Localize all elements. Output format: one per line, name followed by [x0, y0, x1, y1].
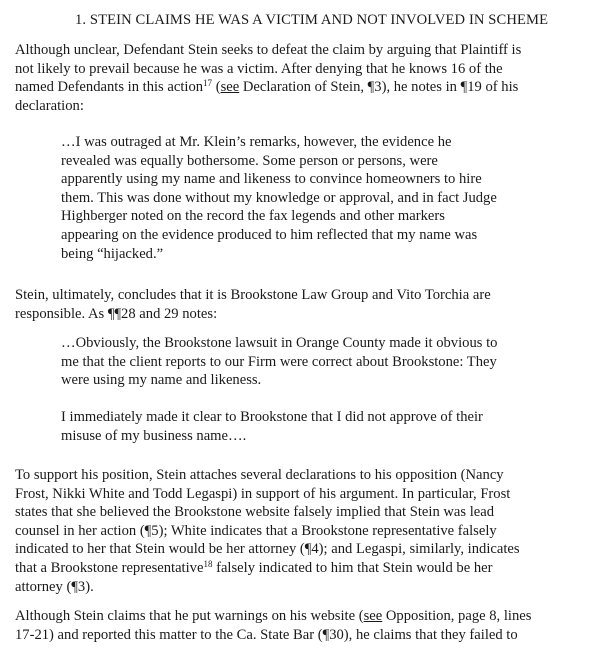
text-line: Frost, Nikki White and Todd Legaspi) in support of his argument. In particular, Frost	[15, 485, 511, 502]
paragraph-conclusion	[15, 286, 587, 323]
quote-line: misuse of my business name….	[61, 427, 247, 444]
see-citation: see	[363, 608, 383, 624]
text-line: declaration:	[15, 97, 84, 114]
text-line	[15, 607, 587, 626]
section-heading: 1. STEIN CLAIMS HE WAS A VICTIM AND NOT INVOLVED IN SCHEME	[75, 12, 549, 28]
text-line: To support his position, Stein attaches several declarations to his opposition (Nancy	[15, 467, 504, 483]
text-line: Stein, ultimately, concludes that it is Brookstone Law Group and Vito Torchia are	[15, 287, 491, 303]
paragraph-intro	[15, 41, 587, 115]
text-span: falsely indicated to him that Stein would be her	[212, 559, 493, 576]
see-citation: see	[220, 79, 240, 96]
text-line: attorney (¶3).	[15, 578, 94, 595]
footnote-ref-18: 18	[203, 558, 213, 569]
text-span: Opposition, page 8, lines	[382, 608, 532, 624]
quote-line: them. This was done without my knowledge or approval, and in fact Judge	[61, 189, 497, 206]
quote-line: Highberger noted on the record the fax legends and other markers	[61, 208, 445, 225]
quote-line: apparently using my name and likeness to convince homeowners to hire	[61, 171, 482, 188]
quote-line: revealed was equally bothersome. Some person or persons, were	[61, 152, 438, 169]
text-line: not likely to prevail because he was a victim. After denying that he knows 16 of the	[15, 60, 503, 77]
paragraph-warnings	[15, 607, 587, 644]
block-quote-declaration	[61, 133, 581, 263]
quote-line: …Obviously, the Brookstone lawsuit in Orange County made it obvious to	[61, 335, 498, 351]
text-span: Declaration of Stein, ¶3), he notes in ¶19 of his	[239, 79, 519, 96]
text-line: counsel in her action (¶5); White indicates that a Brookstone representative falsely	[15, 522, 497, 539]
quote-line: being “hijacked.”	[61, 245, 164, 262]
block-quote-paragraph-28	[61, 334, 581, 390]
paragraph-declarations	[15, 466, 587, 596]
text-span: (	[212, 79, 221, 96]
text-line: states that she believed the Brookstone website falsely implied that Stein was lead	[15, 504, 495, 521]
text-span: named Defendants in this action	[15, 79, 204, 96]
quote-line: I immediately made it clear to Brookstone that I did not approve of their	[61, 409, 483, 425]
quote-line: me that the client reports to our Firm were correct about Brookstone: They	[61, 353, 497, 370]
text-span: Although Stein claims that he put warnings on his website (	[15, 608, 364, 624]
footnote-ref-17: 17	[203, 78, 213, 89]
text-line: Although unclear, Defendant Stein seeks to defeat the claim by arguing that Plaintiff is	[15, 42, 522, 58]
quote-line: were using my name and likeness.	[61, 372, 262, 389]
text-line	[15, 559, 587, 578]
quote-line: appearing on the evidence produced to him reflected that my name was	[61, 226, 478, 243]
text-line: 17-21) and reported this matter to the Ca. State Bar (¶30), he claims that they failed to	[15, 626, 518, 643]
text-span: that a Brookstone representative	[15, 559, 204, 576]
quote-line: …I was outraged at Mr. Klein’s remarks, however, the evidence he	[61, 134, 452, 150]
text-line	[15, 78, 587, 97]
text-line: responsible. As ¶¶28 and 29 notes:	[15, 305, 218, 322]
block-quote-paragraph-29	[61, 408, 581, 445]
text-line: indicated to her that Stein would be her attorney (¶4); and Legaspi, similarly, indicates	[15, 541, 520, 558]
